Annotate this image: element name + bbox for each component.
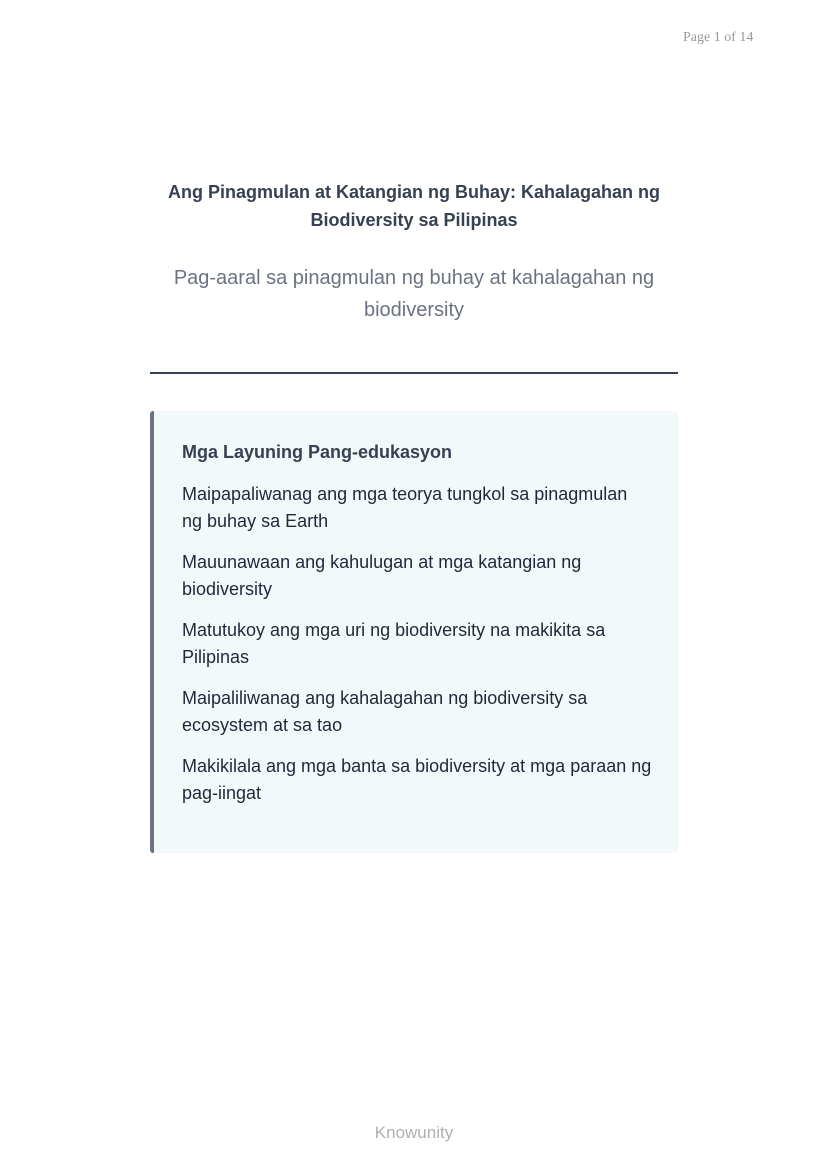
divider [150,372,678,374]
footer-brand: Knowunity [374,1123,454,1142]
objective-item: Maipaliliwanag ang kahalagahan ng biodiversity sa ecosystem at sa tao [182,688,588,735]
document-subtitle: Pag-aaral sa pinagmulan ng buhay at kahalagahan ng biodiversity [173,267,655,321]
objective-item: Maipapaliwanag ang mga teorya tungkol sa pinagmulan ng buhay sa Earth [182,484,628,531]
objectives-heading: Mga Layuning Pang-edukasyon [182,442,453,462]
page-indicator: Page 1 of 14 [683,30,754,45]
objective-item: Matutukoy ang mga uri ng biodiversity na makikita sa Pilipinas [182,620,606,667]
objective-item: Mauunawaan ang kahulugan at mga katangian ng biodiversity [182,552,582,599]
objectives-panel [150,411,678,853]
document-title: Ang Pinagmulan at Katangian ng Buhay: Kahalagahan ng Biodiversity sa Pilipinas [167,182,661,230]
objective-item: Makikilala ang mga banta sa biodiversity at mga paraan ng pag-iingat [182,756,652,803]
